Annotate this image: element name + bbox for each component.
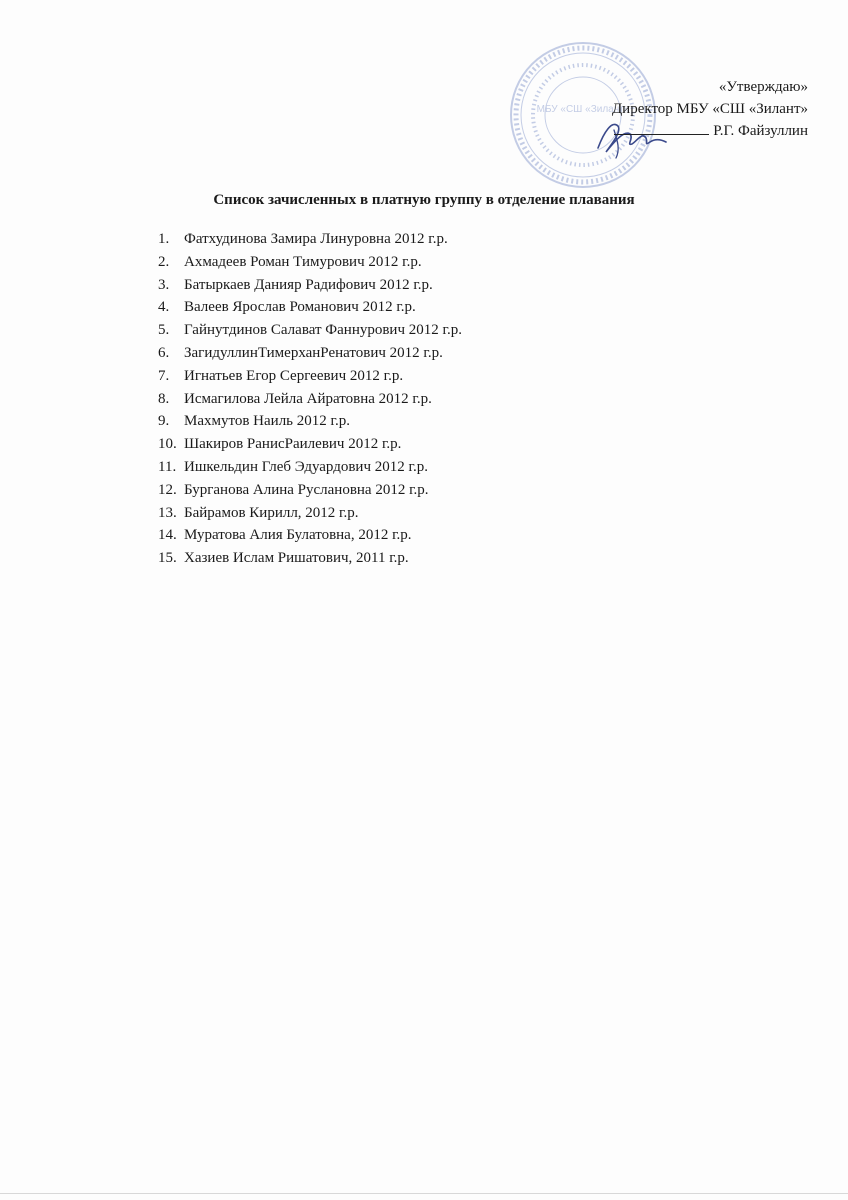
student-entry: Игнатьев Егор Сергеевич 2012 г.р.: [184, 367, 404, 384]
list-item: [158, 547, 462, 570]
list-item: [158, 502, 462, 525]
student-entry: Шакиров РанисРаилевич 2012 г.р.: [184, 436, 402, 453]
student-entry: Байрамов Кирилл, 2012 г.р.: [184, 504, 359, 521]
list-item: [158, 410, 462, 433]
student-entry: Муратова Алия Булатовна, 2012 г.р.: [184, 527, 412, 544]
list-item: [158, 296, 462, 319]
list-item-number: 1.: [158, 231, 170, 247]
list-item: [158, 388, 462, 411]
director-position: Директор МБУ «СШ «Зилант»: [611, 101, 808, 117]
list-item-number: 13.: [158, 504, 177, 521]
list-item-number: 5.: [158, 322, 170, 339]
list-item-number: 6.: [158, 344, 170, 361]
list-item-number: 7.: [158, 367, 170, 384]
student-entry: Хазиев Ислам Ришатович, 2011 г.р.: [184, 550, 409, 567]
document-title: Список зачисленных в платную группу в отделение плавания: [213, 192, 635, 208]
list-item: [158, 524, 462, 547]
list-item: [158, 251, 462, 274]
list-item-number: 15.: [158, 550, 177, 567]
student-entry: Батыркаев Данияр Радифович 2012 г.р.: [184, 276, 433, 293]
signature-underline: [614, 120, 709, 135]
signatory-name: Р.Г. Файзуллин: [713, 123, 808, 139]
list-item-number: 11.: [158, 458, 177, 475]
list-item-number: 3.: [158, 276, 170, 293]
student-list: [158, 228, 462, 570]
list-item-number: 10.: [158, 436, 177, 453]
student-entry: Махмутов Наиль 2012 г.р.: [184, 413, 350, 430]
student-entry: ЗагидуллинТимерханРенатович 2012 г.р.: [184, 344, 443, 361]
stamp-center-text: МБУ «СШ «Зилант»: [536, 104, 630, 115]
student-entry: Исмагилова Лейла Айратовна 2012 г.р.: [184, 390, 432, 407]
student-entry: Ишкельдин Глеб Эдуардович 2012 г.р.: [184, 458, 428, 475]
list-item-number: 2.: [158, 253, 170, 270]
list-item-number: 12.: [158, 481, 177, 498]
list-item: [158, 319, 462, 342]
list-item: [158, 365, 462, 388]
student-entry: Бурганова Алина Руслановна 2012 г.р.: [184, 481, 429, 498]
student-entry: Фатхудинова Замира Линуровна 2012 г.р.: [184, 231, 448, 247]
list-item-number: 14.: [158, 527, 177, 544]
list-item: [158, 456, 462, 479]
list-item-number: 4.: [158, 299, 170, 316]
list-item: [158, 479, 462, 502]
list-item: [158, 342, 462, 365]
list-item-number: 8.: [158, 390, 170, 407]
approval-label: «Утверждаю»: [718, 79, 808, 95]
signature-line: [612, 120, 808, 142]
list-item: [158, 228, 462, 251]
approval-block: [612, 76, 808, 142]
scan-edge: [0, 1193, 848, 1194]
student-entry: Гайнутдинов Салават Фаннурович 2012 г.р.: [184, 322, 462, 339]
student-entry: Ахмадеев Роман Тимурович 2012 г.р.: [184, 253, 422, 270]
student-entry: Валеев Ярослав Романович 2012 г.р.: [184, 299, 416, 316]
list-item: [158, 433, 462, 456]
list-item: [158, 274, 462, 297]
list-item-number: 9.: [158, 413, 170, 430]
